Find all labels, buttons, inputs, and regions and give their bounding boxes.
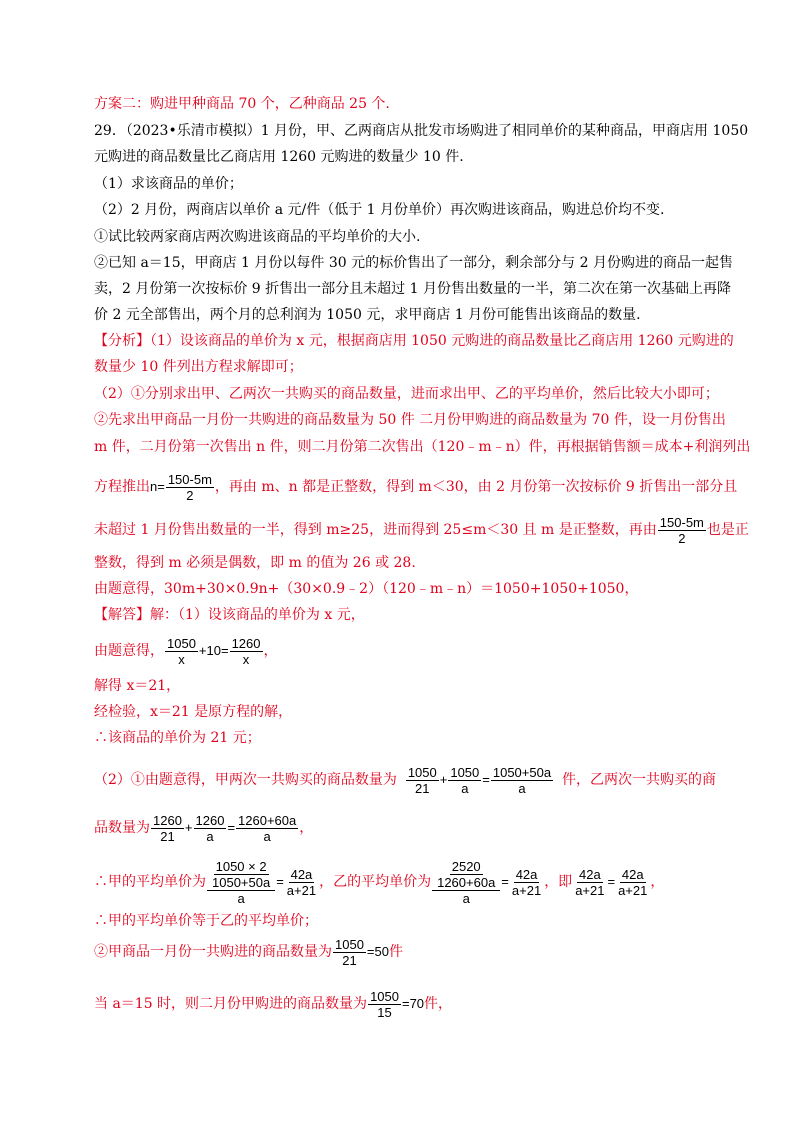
text-line (94, 934, 716, 970)
text-line: ∴甲的平均单价等于乙的平均单价； (94, 913, 318, 929)
fraction-numerator: 1260 (153, 812, 182, 828)
text-line: 经检验，x＝21 是原方程的解， (94, 704, 293, 720)
text-line: ①试比较两家商店两次购进该商品的平均单价的大小. (94, 229, 421, 245)
fraction-numerator: 1050 (167, 635, 196, 651)
fraction-denominator: 21 (160, 828, 175, 844)
text-line: 由题意得，30m+30×0.9n+（30×0.9﹣2）（120﹣m﹣n）＝1050+1050+1050， (94, 581, 639, 597)
text-line (94, 633, 716, 669)
solution-header: 【解答】解：（1）设该商品的单价为 x 元， (94, 607, 365, 623)
fraction-denominator: a (237, 890, 245, 906)
math-text: = (607, 874, 616, 889)
text-line: 卖，2 月份第一次按标价 9 折售出一部分且未超过 1 月份售出数量的一半，第二次在第一次基础上再降 (94, 281, 731, 297)
fraction (448, 765, 481, 796)
compound-fraction (432, 859, 500, 906)
fraction (333, 937, 366, 968)
text-line: 整数，得到 m 必须是偶数，即 m 的值为 26 或 28. (94, 555, 416, 571)
text-span: ， (650, 874, 665, 890)
math-text: + (184, 820, 193, 835)
text-line: （2）2 月份，两商店以单价 a 元/件（低于 1 月份单价）再次购进该商品，购进总价均不变. (94, 202, 665, 218)
compound-fraction (207, 859, 275, 906)
text-span: （2）①由题意得，甲两次一共购买的商品数量为 (94, 772, 397, 788)
fraction-denominator: a+21 (575, 882, 605, 898)
text-line: ∴该商品的单价为 21 元； (94, 730, 261, 746)
text-line: ②已知 a＝15，甲商店 1 月份以每件 30 元的标价售出了一部分，剩余部分与 2 月份购进的商品一起售 (94, 255, 733, 271)
fraction-denominator: a+21 (511, 882, 542, 898)
fraction-numerator: 42a (515, 866, 538, 882)
fraction-numerator: 1260 (195, 812, 225, 828)
text-line (94, 513, 749, 547)
fraction-denominator: 2 (186, 487, 194, 503)
fraction-numerator: 1260 (231, 635, 261, 651)
fraction-denominator: 1050+50a (212, 874, 271, 890)
fraction-denominator: x (178, 651, 185, 667)
fraction-numerator: 1050 (407, 764, 437, 780)
fraction-numerator: 1050+50a (492, 764, 552, 780)
fraction-denominator: a+21 (286, 882, 317, 898)
text-line (94, 762, 716, 798)
question-29-header: 29．（2023•乐清市模拟）1 月份，甲、乙两商店从批发市场购进了相同单价的某种商品，甲商店用 1050 (94, 123, 749, 139)
fraction-numerator: 150-5m (167, 471, 212, 487)
fraction-numerator: 1050 × 2 (215, 858, 267, 874)
fraction (406, 765, 439, 796)
fraction-numerator: 1050 (450, 764, 480, 780)
text-span: ，即 (544, 874, 573, 890)
math-text: =70 (401, 996, 425, 1011)
text-span: 件， (424, 996, 453, 1012)
fraction-denominator: a+21 (618, 882, 648, 898)
text-span: 件 (388, 944, 403, 960)
text-line: ②先求出甲商品一月份一共购进的商品数量为 50 件 二月份甲购进的商品数量为 70 件，设一月份售出 (94, 412, 726, 428)
text-line: 解得 x＝21， (94, 678, 181, 694)
fraction-denominator: 21 (342, 952, 357, 968)
fraction (285, 867, 318, 898)
fraction-denominator: 2 (678, 530, 686, 546)
fraction (616, 867, 649, 898)
text-line (94, 858, 716, 906)
fraction (151, 813, 184, 844)
fraction-denominator: 21 (415, 780, 430, 796)
text-span: 品数量为 (94, 820, 150, 836)
text-line: m 件，二月份第一次售出 n 件，则二月份第二次售出（120﹣m﹣n）件，再根据销售额＝成本+利润列出 (94, 439, 751, 455)
fraction-denominator: 1260+60a (437, 874, 496, 890)
text-span: 未超过 1 月份售出数量的一半，得到 m≥25，进而得到 25≤m＜30 且 m 是正整数，再由 (94, 522, 657, 538)
fraction-denominator: a (263, 828, 271, 844)
fraction-denominator: a (518, 780, 526, 796)
text-span: ，再由 m、n 都是正整数，得到 m＜30，由 2 月份第一次按标价 9 折售出一部分且 (214, 479, 738, 495)
text-line (94, 810, 716, 846)
text-span: ， (299, 820, 314, 836)
text-span: 由题意得， (94, 643, 164, 659)
fraction (194, 813, 227, 844)
text-line (94, 470, 738, 504)
fraction (165, 636, 198, 667)
math-text: =50 (366, 944, 389, 959)
text-span: 方程推出 (94, 479, 150, 495)
fraction-numerator: 1050 (370, 988, 399, 1004)
fraction-numerator: 42a (290, 866, 313, 882)
analysis-header: 【分析】（1）设该商品的单价为 x 元，根据商店用 1050 元购进的商品数量比乙商店用 1260 元购进的 (94, 333, 734, 349)
fraction-denominator: 15 (377, 1004, 392, 1020)
math-text: + (439, 772, 448, 787)
fraction (573, 867, 606, 898)
text-span: ，乙的平均单价为 (319, 874, 432, 890)
text-span: ②甲商品一月份一共购进的商品数量为 (94, 944, 332, 960)
fraction-numerator: 1260+60a (238, 812, 297, 828)
math-text: = (227, 820, 236, 835)
fraction (435, 859, 497, 890)
text-span: ， (263, 643, 278, 659)
text-span: ∴甲的平均单价为 (94, 874, 206, 890)
fraction-numerator: 1050 (335, 936, 364, 952)
text-line (94, 986, 716, 1022)
text-line: 方案二：购进甲种商品 70 个，乙种商品 25 个. (94, 96, 390, 112)
fraction-numerator (207, 859, 275, 891)
fraction (210, 859, 272, 890)
text-span: 当 a＝15 时，则二月份甲购进的商品数量为 (94, 996, 368, 1012)
text-line: （1）求该商品的单价； (94, 176, 243, 192)
fraction (491, 765, 553, 796)
math-text: = (276, 874, 284, 889)
fraction-denominator: a (461, 780, 469, 796)
fraction-numerator (432, 859, 500, 891)
text-line: 价 2 元全部售出，两个月的总利润为 1050 元，求甲商店 1 月份可能售出该商品的数量. (94, 307, 641, 323)
fraction-denominator: a (206, 828, 214, 844)
text-line: 元购进的商品数量比乙商店用 1260 元购进的数量少 10 件. (94, 149, 464, 165)
math-text: = (501, 874, 509, 889)
fraction (368, 989, 401, 1020)
text-span: 件，乙两次一共购买的商 (561, 772, 716, 788)
math-text: n= (150, 479, 165, 494)
fraction-denominator: x (242, 651, 250, 667)
text-span: 也是正 (706, 522, 749, 538)
fraction (658, 515, 706, 546)
fraction (510, 867, 543, 898)
text-line: 数量少 10 件列出方程求解即可； (94, 359, 303, 375)
fraction (236, 813, 298, 844)
fraction-numerator: 150-5m (659, 514, 704, 530)
fraction-numerator: 42a (578, 866, 601, 882)
fraction-numerator: 42a (621, 866, 644, 882)
math-text: = (482, 772, 490, 787)
fraction (166, 472, 214, 503)
fraction (230, 636, 263, 667)
text-line: （2）①分别求出甲、乙两次一共购买的商品数量，进而求出甲、乙的平均单价，然后比较大小即可； (94, 386, 719, 402)
math-text: +10= (198, 643, 229, 658)
fraction-denominator: a (462, 890, 470, 906)
fraction-numerator: 2520 (451, 858, 481, 874)
